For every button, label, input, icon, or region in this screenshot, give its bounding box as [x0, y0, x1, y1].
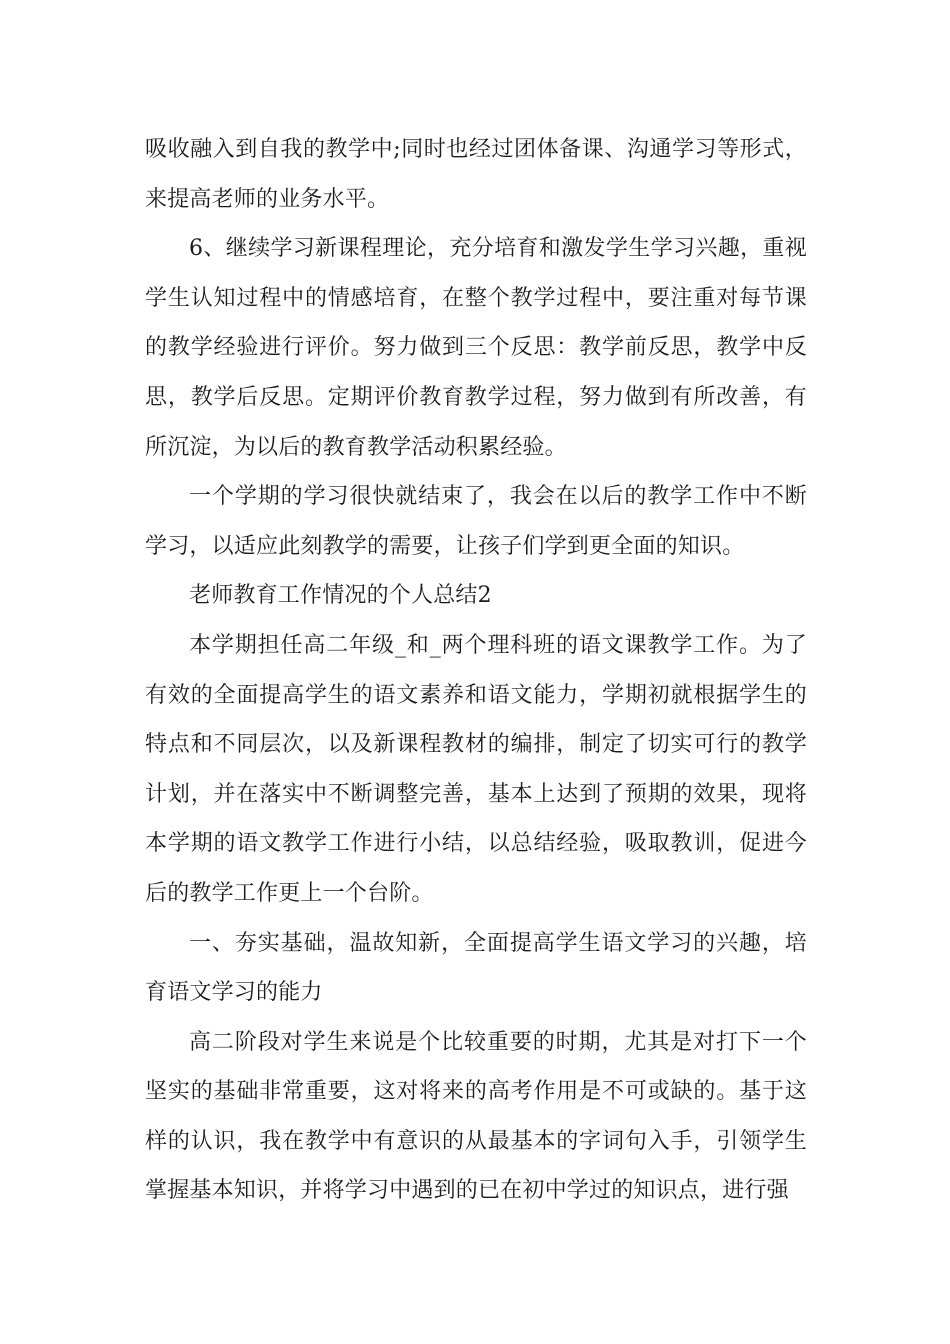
paragraph-item-6: 6、继续学习新课程理论，充分培育和激发学生学习兴趣，重视学生认知过程中的情感培育，在整个教学过程中，要注重对每节课的教学经验进行评价。努力做到三个反思：教学前反思，教学中反思，教学后反思。定期评价教育教学过程，努力做到有所改善，有所沉淀，为以后的教育教学活动积累经验。 [145, 236, 807, 460]
paragraph-continuation: 吸收融入到自我的教学中;同时也经过团体备课、沟通学习等形式，来提高老师的业务水平。 [145, 137, 807, 212]
subsection-heading: 一、夯实基础，温故知新，全面提高学生语文学习的兴趣，培育语文学习的能力 [145, 930, 807, 1006]
document-body [145, 125, 807, 1216]
paragraph-intro: 本学期担任高二年级_和_两个理科班的语文课教学工作。为了有效的全面提高学生的语文素养和语文能力，学期初就根据学生的特点和不同层次，以及新课程教材的编排，制定了切实可行的教学计划，并在落实中不断调整完善，基本上达到了预期的效果，现将本学期的语文教学工作进行小结，以总结经验，吸取教训，促进今后的教学工作更上一个台阶。 [145, 632, 807, 906]
section-heading: 老师教育工作情况的个人总结2 [189, 583, 492, 609]
paragraph-conclusion: 一个学期的学习很快就结束了，我会在以后的教学工作中不断学习，以适应此刻教学的需要，让孩子们学到更全面的知识。 [145, 484, 807, 559]
paragraph-body: 高二阶段对学生来说是个比较重要的时期，尤其是对打下一个坚实的基础非常重要，这对将来的高考作用是不可或缺的。基于这样的认识，我在教学中有意识的从最基本的字词句入手，引领学生掌握基本知识，并将学习中遇到的已在初中学过的知识点，进行强 [145, 1029, 807, 1204]
